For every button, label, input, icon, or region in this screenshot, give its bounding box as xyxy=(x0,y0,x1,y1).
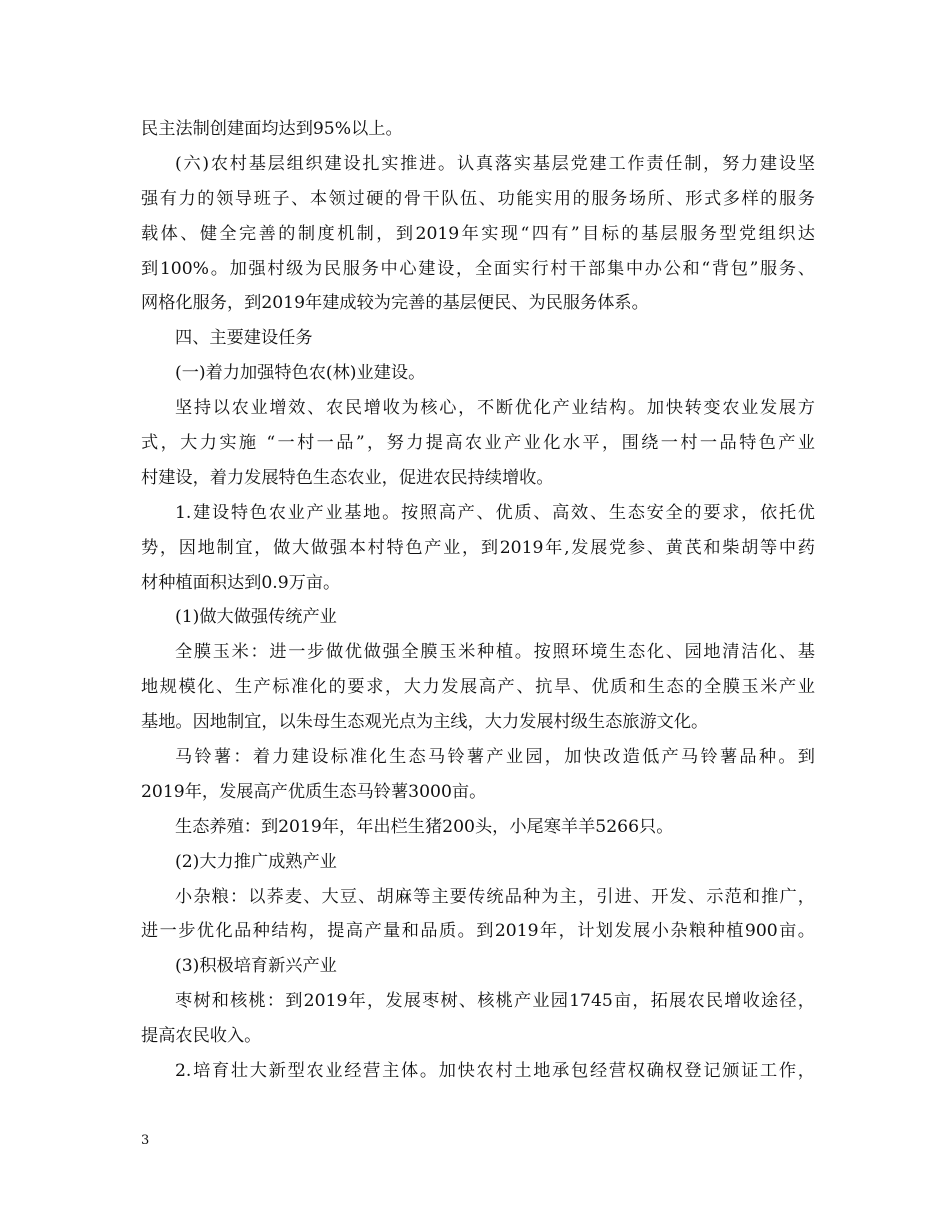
text-line: 村建设，着力发展特色生态农业，促进农民持续增收。 xyxy=(141,467,554,488)
text-line: 生态养殖：到2019年，年出栏生猪200头，小尾寒羊羊5266只。 xyxy=(175,816,674,837)
text-line: 2.培育壮大新型农业经营主体。加快农村土地承包经营权确权登记颁证工作， xyxy=(175,1061,815,1082)
text-line: 强有力的领导班子、本领过硬的骨干队伍、功能实用的服务场所、形式多样的服务 xyxy=(141,188,815,209)
text-line: (1)做大做强传统产业 xyxy=(175,607,337,628)
text-line: 1.建设特色农业产业基地。按照高产、优质、高效、生态安全的要求，依托优 xyxy=(175,502,815,523)
body-text xyxy=(141,112,815,1089)
text-line: 全膜玉米：进一步做优做强全膜玉米种植。按照环境生态化、园地清洁化、基 xyxy=(175,642,815,663)
text-line: (一)着力加强特色农(林)业建设。 xyxy=(175,363,426,384)
text-line: 式，大力实施 “一村一品”，努力提高农业产业化水平，围绕一村一品特色产业 xyxy=(141,433,815,454)
text-line: 材种植面积达到0.9万亩。 xyxy=(141,572,341,593)
text-line: 基地。因地制宜，以朱母生态观光点为主线，大力发展村级生态旅游文化。 xyxy=(141,712,709,733)
text-line: 2019年，发展高产优质生态马铃薯3000亩。 xyxy=(141,781,487,802)
text-line: 民主法制创建面均达到95%以上。 xyxy=(141,119,403,139)
text-line: 地规模化、生产标准化的要求，大力发展高产、抗旱、优质和生态的全膜玉米产业 xyxy=(141,677,815,698)
text-line: 提高农民收入。 xyxy=(141,1026,262,1047)
text-line: 载体、健全完善的制度机制，到2019年实现“四有”目标的基层服务型党组织达 xyxy=(141,223,815,244)
page-number: 3 xyxy=(141,1133,150,1148)
text-line: (2)大力推广成熟产业 xyxy=(175,851,337,872)
text-line: 势，因地制宜，做大做强本村特色产业，到2019年,发展党参、黄芪和柴胡等中药 xyxy=(141,537,815,558)
text-line: 坚持以农业增效、农民增收为核心，不断优化产业结构。加快转变农业发展方 xyxy=(175,398,815,419)
text-line: 小杂粮：以荞麦、大豆、胡麻等主要传统品种为主，引进、开发、示范和推广， xyxy=(175,886,815,907)
text-line: (3)积极培育新兴产业 xyxy=(175,956,337,977)
text-line: 四、主要建设任务 xyxy=(175,328,313,349)
text-line: 马铃薯：着力建设标准化生态马铃薯产业园，加快改造低产马铃薯品种。到 xyxy=(175,747,815,768)
text-line: 进一步优化品种结构，提高产量和品质。到2019年，计划发展小杂粮种植900亩。 xyxy=(141,921,815,942)
text-line: (六)农村基层组织建设扎实推进。认真落实基层党建工作责任制，努力建设坚 xyxy=(175,153,815,174)
text-line: 网格化服务，到2019年建成较为完善的基层便民、为民服务体系。 xyxy=(141,293,649,314)
text-line: 枣树和核桃：到2019年，发展枣树、核桃产业园1745亩，拓展农民增收途径， xyxy=(175,991,815,1012)
text-line: 到100%。加强村级为民服务中心建设，全面实行村干部集中办公和“背包”服务、 xyxy=(141,258,815,279)
